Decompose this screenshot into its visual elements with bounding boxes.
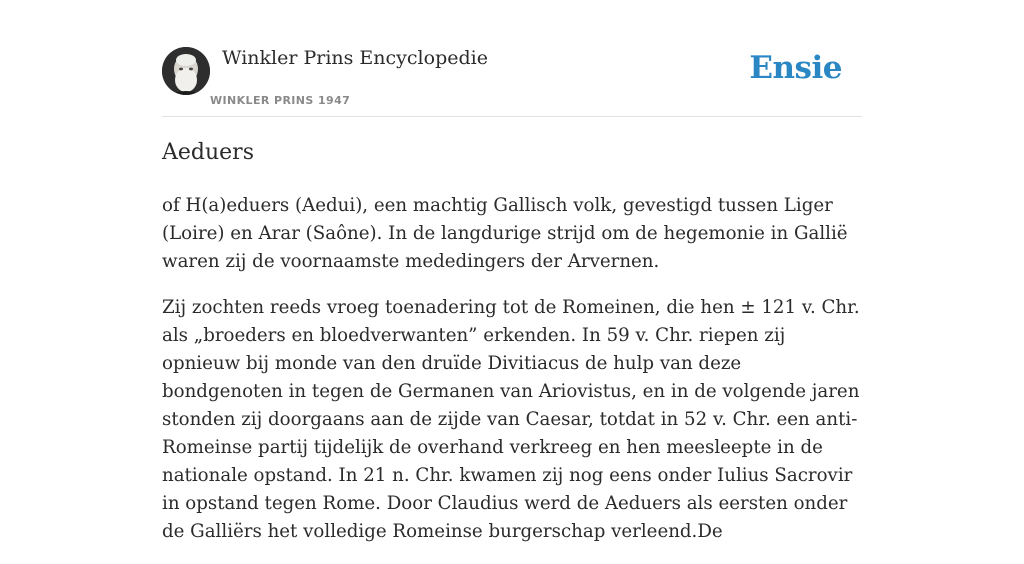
ensie-logo[interactable]: Ensie [749,50,842,86]
article-title: Aeduers [162,140,254,165]
page [162,0,862,542]
site-header [162,0,862,117]
article-paragraph: Zij zochten reeds vroeg toenadering tot de Romeinen, die hen ± 121 v. Chr. als „broeders en bloedverwanten” erkenden. In 59 v. Chr. riepen zij opnieuw bij monde van den druïde Divitiacus de hulp van deze bondgenoten in tegen de Germanen van Ariovistus, en in de volgende jaren stonden zij doorgaans aan de zijde van Caesar, totdat in 52 v. Chr. een anti-Romeinse partij tijdelijk de overhand verkreeg en hen meesleepte in de nationale opstand. In 21 n. Chr. kwamen zij nog eens onder Iulius Sacrovir in opstand tegen Rome. Door Claudius werd de Aeduers als eersten onder de Galliërs het volledige Romeinse burgerschap verleend.De [162,297,860,542]
article-paragraph: of H(a)eduers (Aedui), een machtig Gallisch volk, gevestigd tussen Liger (Loire) en Arar (Saône). In de langdurige strijd om de hegemonie in Gallië waren zij de voornaamste mededingers der Arvernen. [162,195,848,272]
article-body [162,192,862,564]
author-avatar[interactable] [162,47,210,95]
edition-label[interactable]: WINKLER PRINS 1947 [210,94,351,107]
site-title[interactable]: Winkler Prins Encyclopedie [222,47,488,69]
portrait-icon [162,47,210,95]
